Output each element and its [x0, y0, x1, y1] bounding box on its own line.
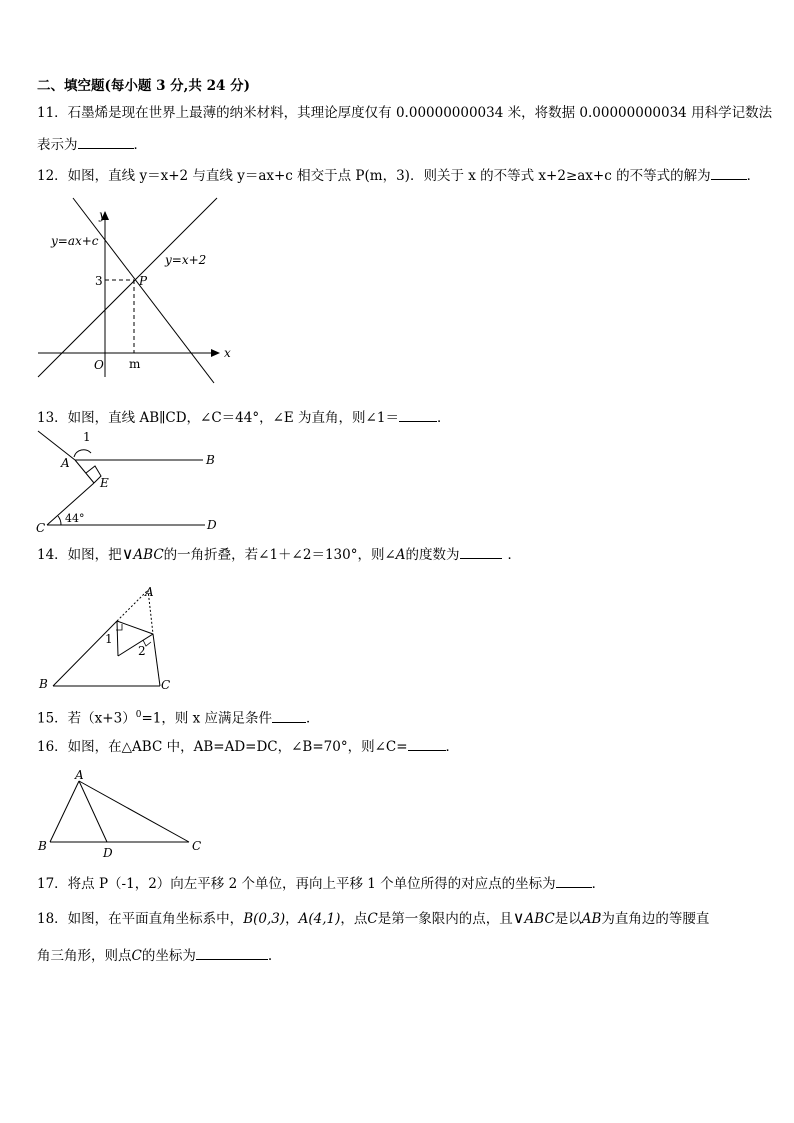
q18-text-2: ，点: [340, 911, 368, 927]
q13-end: ．: [436, 410, 451, 426]
q13-right-angle-mark: [86, 466, 101, 483]
q14-end: ．: [507, 547, 522, 563]
q15-exponent: 0: [135, 710, 142, 720]
q18-line2-text-2: 的坐标为: [141, 948, 196, 964]
q12-figure: [30, 193, 240, 383]
q15-answer-blank[interactable]: [272, 710, 306, 723]
q11-line2: [37, 136, 147, 153]
q12-label-y: y: [99, 208, 106, 222]
q13-label-b: B: [206, 453, 215, 467]
q18-triangle-symbol: ∨: [512, 908, 525, 927]
q14-label-c: C: [161, 678, 171, 692]
q16-text: 16．如图，在△ABC 中，AB=AD=DC，∠B=70°，则∠C=: [37, 739, 408, 755]
q12-x-arrow-icon: [211, 349, 220, 357]
q18-sep: ，: [285, 911, 299, 927]
q13-answer-blank[interactable]: [399, 409, 437, 422]
q16-label-c: C: [192, 839, 202, 853]
q12-label-x-2: y=x+2: [165, 253, 207, 267]
q17-answer-blank[interactable]: [556, 875, 592, 888]
q12-line-y-x-plus-2: [38, 198, 217, 377]
q13-segment-ae: [75, 460, 94, 483]
q18-triangle-name: ABC: [524, 911, 555, 927]
q14-label-a: A: [145, 585, 154, 599]
q13-label-d: D: [207, 518, 217, 532]
q18-text-5: 为直角边的等腰直: [601, 911, 710, 927]
q13-label-44: 44°: [65, 512, 85, 525]
q13-figure: [30, 425, 230, 537]
q14-answer-blank[interactable]: [460, 546, 502, 559]
q14-angle-letter: A: [395, 547, 406, 563]
q18-text-1: 18．如图，在平面直角坐标系中，: [37, 911, 244, 927]
q18-letter-c2: C: [131, 948, 142, 964]
q13-label-c: C: [36, 521, 46, 535]
q17-question: [37, 875, 605, 892]
q14-text-3: 的度数为: [405, 547, 460, 563]
q18-line2-text-1: 角三角形，则点: [37, 948, 132, 964]
q18-line2: [37, 947, 272, 964]
q16-label-d: D: [103, 846, 113, 860]
q15-question: [37, 707, 320, 727]
q14-dotted-ba: [117, 590, 148, 621]
q14-folded-side-1: [117, 621, 118, 656]
q18-end: .: [267, 948, 273, 964]
q13-question: [37, 409, 450, 426]
section-title: 二、填空题(每小题 3 分,共 24 分): [37, 78, 250, 94]
q14-figure: [36, 580, 186, 695]
q14-triangle-symbol: ∨: [121, 544, 134, 563]
q18-letter-c: C: [367, 911, 378, 927]
q18-line1: [37, 910, 709, 927]
q13-angle1-arc: [74, 450, 91, 457]
q15-text-2: =1，则 x 应满足条件: [141, 710, 273, 727]
q18-text-3: 是第一象限内的点，且: [377, 911, 513, 927]
q14-label-1: 1: [105, 632, 113, 646]
q11-line2-text: 表示为: [37, 137, 78, 153]
q13-angle-c-arc: [58, 516, 61, 525]
q15-text-1: 15．若（x+3）: [37, 710, 136, 727]
q18-point-a: A(4,1): [298, 911, 341, 927]
q11-answer-blank[interactable]: [78, 136, 134, 149]
q12-label-m: m: [129, 357, 141, 371]
q14-side-b-fold: [53, 621, 117, 686]
q14-side-c-fold: [153, 634, 160, 686]
q12-label-ax-c: y=ax+c: [51, 234, 99, 248]
q18-segment-ab: AB: [581, 911, 602, 927]
q12-end: ．: [746, 168, 761, 184]
q18-answer-blank[interactable]: [196, 947, 268, 960]
q12-answer-blank[interactable]: [711, 167, 747, 180]
q12-question: [37, 167, 760, 184]
q12-label-origin: O: [94, 358, 104, 372]
q12-line-y-ax-plus-c: [73, 198, 214, 383]
q14-label-2: 2: [138, 644, 146, 658]
q17-text: 17．将点 P（-1，2）向左平移 2 个单位，再向上平移 1 个单位所得的对应点的坐标为: [37, 876, 556, 892]
q13-label-e: E: [100, 476, 109, 490]
q12-label-3: 3: [95, 274, 103, 288]
q11-line2-end: ．: [133, 137, 147, 153]
q15-end: ．: [306, 710, 320, 727]
q16-side-ac: [79, 781, 189, 842]
q13-label-1: 1: [83, 430, 91, 444]
q14-text-2: 的一角折叠，若∠1＋∠2＝130°，则∠: [163, 547, 396, 563]
q16-figure: [30, 766, 220, 858]
q12-label-x: x: [224, 346, 231, 360]
q16-answer-blank[interactable]: [408, 738, 446, 751]
q12-label-p: P: [139, 274, 148, 288]
q14-label-b: B: [39, 677, 48, 691]
q14-text-1: 14．如图，把: [37, 547, 122, 563]
q16-segment-ad: [79, 781, 107, 842]
q16-label-a: A: [75, 768, 84, 782]
q17-end: ．: [591, 876, 606, 892]
q14-question: [37, 546, 521, 563]
q13-label-a: A: [61, 456, 70, 470]
q13-text: 13．如图，直线 AB∥CD，∠C＝44°，∠E 为直角，则∠1＝: [37, 410, 399, 426]
q16-question: [37, 738, 459, 755]
q16-side-ab: [50, 781, 79, 842]
q16-end: ．: [445, 739, 460, 755]
q16-label-b: B: [38, 839, 47, 853]
q18-text-4: 是以: [554, 911, 582, 927]
q11-line1: 11．石墨烯是现在世界上最薄的纳米材料，其理论厚度仅有 0.00000000034 米，将数据 0.00000000034 用科学记数法: [37, 105, 773, 121]
q18-point-b: B(0,3): [243, 911, 286, 927]
q12-text: 12．如图，直线 y＝x+2 与直线 y＝ax+c 相交于点 P(m，3)．则关于 x 的不等式 x+2≥ax+c 的不等式的解为: [37, 168, 711, 184]
q14-triangle-name: ABC: [133, 547, 164, 563]
